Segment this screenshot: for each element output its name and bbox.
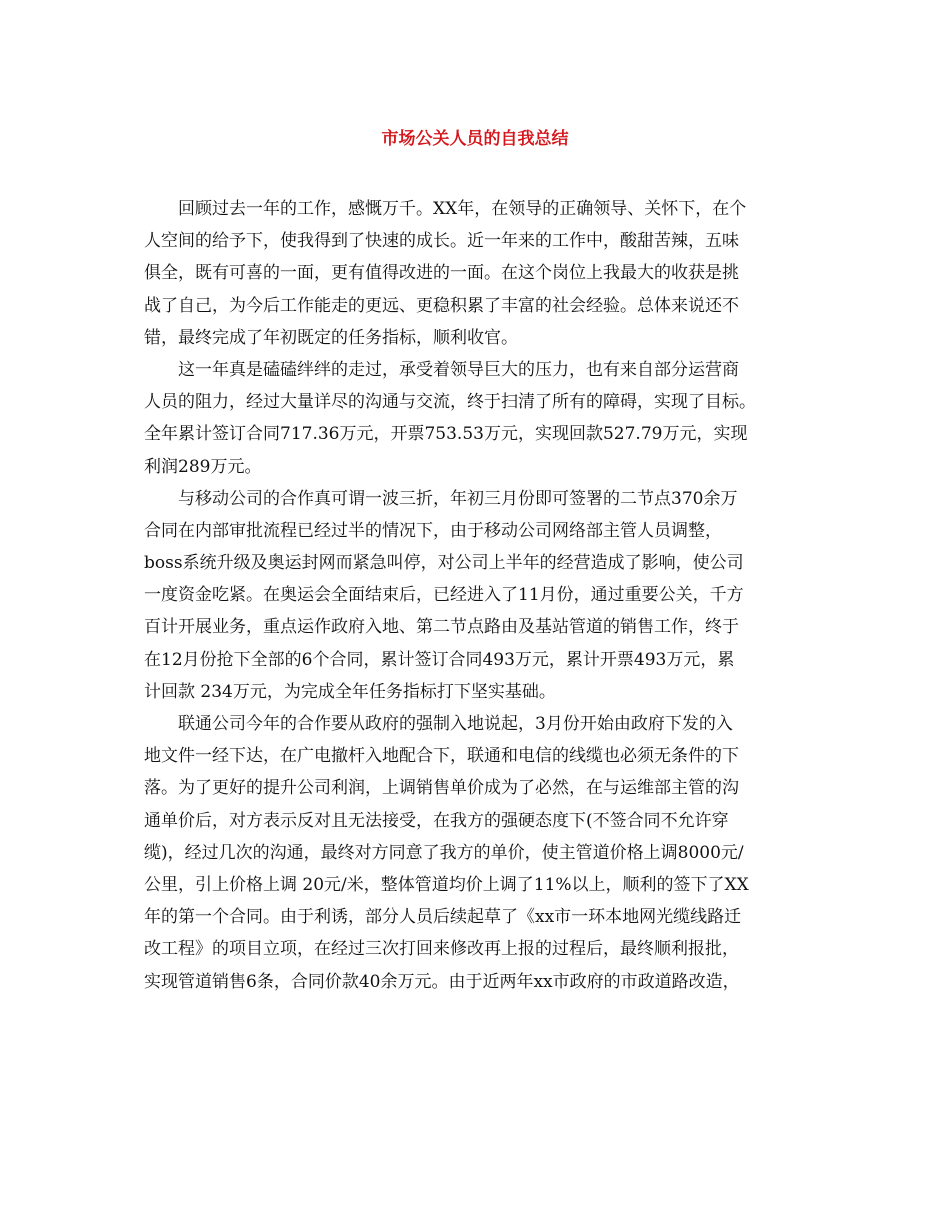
- text-line: boss系统升级及奥运封网而紧急叫停，对公司上半年的经营造成了影响，使公司: [144, 553, 744, 574]
- text-line: 一度资金吃紧。在奥运会全面结束后，已经进入了11月份，通过重要公关，千方: [144, 585, 744, 606]
- text-line: 这一年真是磕磕绊绊的走过，承受着领导巨大的压力，也有来自部分运营商: [178, 359, 739, 380]
- text-line: 在12月份抢下全部的6个合同，累计签订合同493万元，累计开票493万元，累: [144, 649, 735, 670]
- text-line: 合同在内部审批流程已经过半的情况下，由于移动公司网络部主管人员调整，: [144, 520, 722, 541]
- text-line: 战了自己，为今后工作能走的更远、更稳积累了丰富的社会经验。总体来说还不: [144, 295, 739, 316]
- text-line: 公里，引上价格上调 20元/米，整体管道均价上调了11%以上，顺利的签下了XX: [144, 874, 749, 895]
- text-line: 通单价后，对方表示反对且无法接受，在我方的强硬态度下(不签合同不允许穿: [144, 810, 729, 831]
- text-line: 俱全，既有可喜的一面，更有值得改进的一面。在这个岗位上我最大的收获是挑: [144, 263, 739, 284]
- text-line: 回顾过去一年的工作，感慨万千。XX年，在领导的正确领导、关怀下，在个: [178, 199, 747, 219]
- text-line: 地文件一经下达，在广电撤杆入地配合下，联通和电信的线缆也必须无条件的下: [144, 746, 739, 767]
- text-line: 联通公司今年的合作要从政府的强制入地说起，3月份开始由政府下发的入: [178, 714, 733, 734]
- text-line: 人空间的给予下，使我得到了快速的成长。近一年来的工作中，酸甜苦辣，五味: [144, 231, 739, 252]
- paragraph-1: [144, 193, 804, 354]
- text-line: 改工程》的项目立项，在经过三次打回来修改再上报的过程后，最终顺利报批，: [144, 939, 739, 960]
- text-line: 年的第一个合同。由于利诱，部分人员后续起草了《xx市一环本地网光缆线路迁: [144, 907, 742, 928]
- text-line: 实现管道销售6条，合同价款40余万元。由于近两年xx市政府的市政道路改造，: [144, 971, 740, 992]
- text-line: 缆)，经过几次的沟通，最终对方同意了我方的单价，使主管道价格上调8000元/: [144, 842, 744, 863]
- paragraph-4: [144, 708, 804, 998]
- text-line: 全年累计签订合同717.36万元，开票753.53万元，实现回款527.79万元，实现: [144, 424, 748, 445]
- text-line: 百计开展业务，重点运作政府入地、第二节点路由及基站管道的销售工作，终于: [144, 617, 739, 638]
- paragraph-3: [144, 483, 804, 708]
- document-body: [144, 193, 804, 998]
- text-line: 计回款 234万元，为完成全年任务指标打下坚实基础。: [144, 681, 556, 702]
- document-title: 市场公关人员的自我总结: [381, 129, 569, 149]
- text-line: 错，最终完成了年初既定的任务指标，顺利收官。: [144, 327, 518, 348]
- text-line: 人员的阻力，经过大量详尽的沟通与交流，终于扫清了所有的障碍，实现了目标。: [144, 392, 756, 413]
- text-line: 落。为了更好的提升公司利润，上调销售单价成为了必然，在与运维部主管的沟: [144, 778, 739, 799]
- text-line: 利润289万元。: [144, 456, 262, 477]
- paragraph-2: [144, 354, 804, 483]
- text-line: 与移动公司的合作真可谓一波三折，年初三月份即可签署的二节点370余万: [178, 488, 738, 509]
